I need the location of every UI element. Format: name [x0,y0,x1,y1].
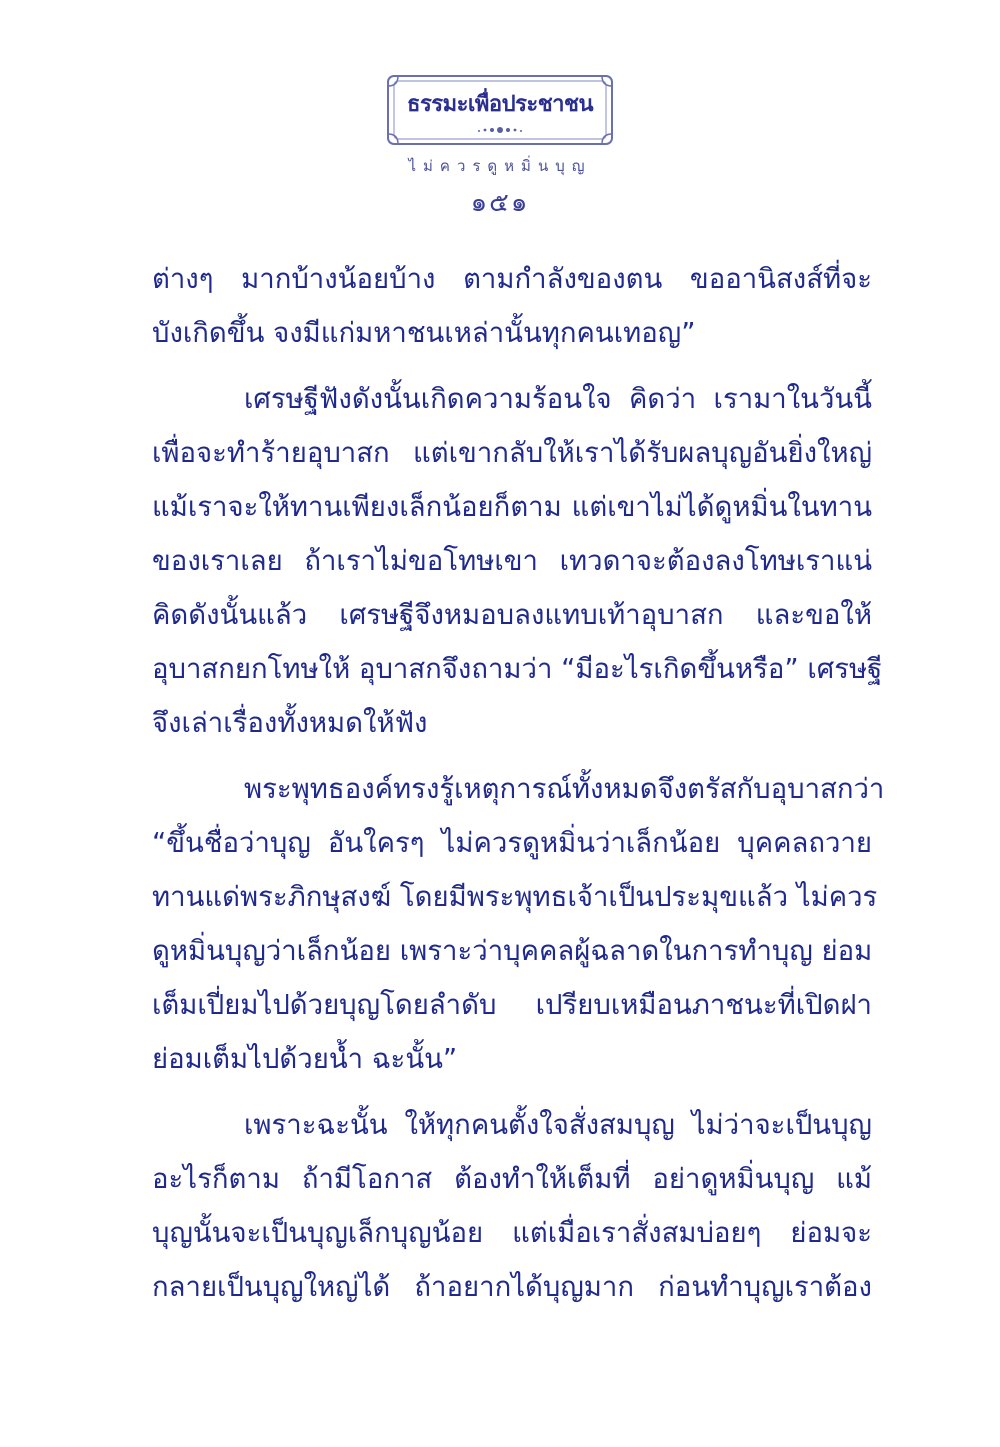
chapter-subtitle: ไม่ควรดูหมิ่นบุญ [408,157,592,175]
text-line: “ขึ้นชื่อว่าบุญ อันใครๆ ไม่ควรดูหมิ่นว่าเล็กน้อย บุคคลถวาย [152,827,872,859]
paragraph [152,252,872,360]
text-line: คิดดังนั้นแล้ว เศรษฐีจึงหมอบลงแทบเท้าอุบาสก และขอให้ [152,599,872,631]
page-header [0,72,1000,223]
paragraph [152,372,883,750]
text-line: บุญนั้นจะเป็นบุญเล็กบุญน้อย แต่เมื่อเราสั่งสมบ่อยๆ ย่อมจะ [152,1217,872,1249]
paragraph [152,762,885,1086]
page-number: ๑๕๑ [470,188,530,218]
body-text [152,252,885,1314]
text-line: อะไรก็ตาม ถ้ามีโอกาส ต้องทำให้เต็มที่ อย่าดูหมิ่นบุญ แม้ [152,1163,872,1195]
text-line: เพราะฉะนั้น ให้ทุกคนตั้งใจสั่งสมบุญ ไม่ว่าจะเป็นบุญ [244,1109,872,1141]
text-line: ดูหมิ่นบุญว่าเล็กน้อย เพราะว่าบุคคลผู้ฉลาดในการทำบุญ ย่อม [152,935,873,967]
text-line: แม้เราจะให้ทานเพียงเล็กน้อยก็ตาม แต่เขาไม่ได้ดูหมิ่นในทาน [152,491,872,523]
book-logo [384,72,616,148]
text-line: กลายเป็นบุญใหญ่ได้ ถ้าอยากได้บุญมาก ก่อนทำบุญเราต้อง [152,1271,872,1303]
text-line: จึงเล่าเรื่องทั้งหมดให้ฟัง [152,707,428,739]
text-line: อุบาสกยกโทษให้ อุบาสกจึงถามว่า “มีอะไรเกิดขึ้นหรือ” เศรษฐี [152,653,883,685]
text-line: เต็มเปี่ยมไปด้วยบุญโดยลำดับ เปรียบเหมือนภาชนะที่เปิดฝา [152,989,872,1021]
text-line: ทานแด่พระภิกษุสงฆ์ โดยมีพระพุทธเจ้าเป็นประมุขแล้ว ไม่ควร [152,881,878,913]
logo-text: ธรรมะเพื่อประชาชน [407,92,593,117]
text-line: ย่อมเต็มไปด้วยน้ำ ฉะนั้น” [152,1043,458,1075]
text-line: ของเราเลย ถ้าเราไม่ขอโทษเขา เทวดาจะต้องลงโทษเราแน่ [152,545,872,577]
text-line: บังเกิดขึ้น จงมีแก่มหาชนเหล่านั้นทุกคนเทอญ” [152,317,696,349]
text-line: เศรษฐีฟังดังนั้นเกิดความร้อนใจ คิดว่า เรามาในวันนี้ [244,383,872,415]
text-line: พระพุทธองค์ทรงรู้เหตุการณ์ทั้งหมดจึงตรัสกับอุบาสกว่า [244,773,885,805]
text-line: ต่างๆ มากบ้างน้อยบ้าง ตามกำลังของตน ขออานิสงส์ที่จะ [152,263,872,295]
text-line: เพื่อจะทำร้ายอุบาสก แต่เขากลับให้เราได้รับผลบุญอันยิ่งใหญ่ [152,437,872,469]
paragraph [152,1098,872,1314]
